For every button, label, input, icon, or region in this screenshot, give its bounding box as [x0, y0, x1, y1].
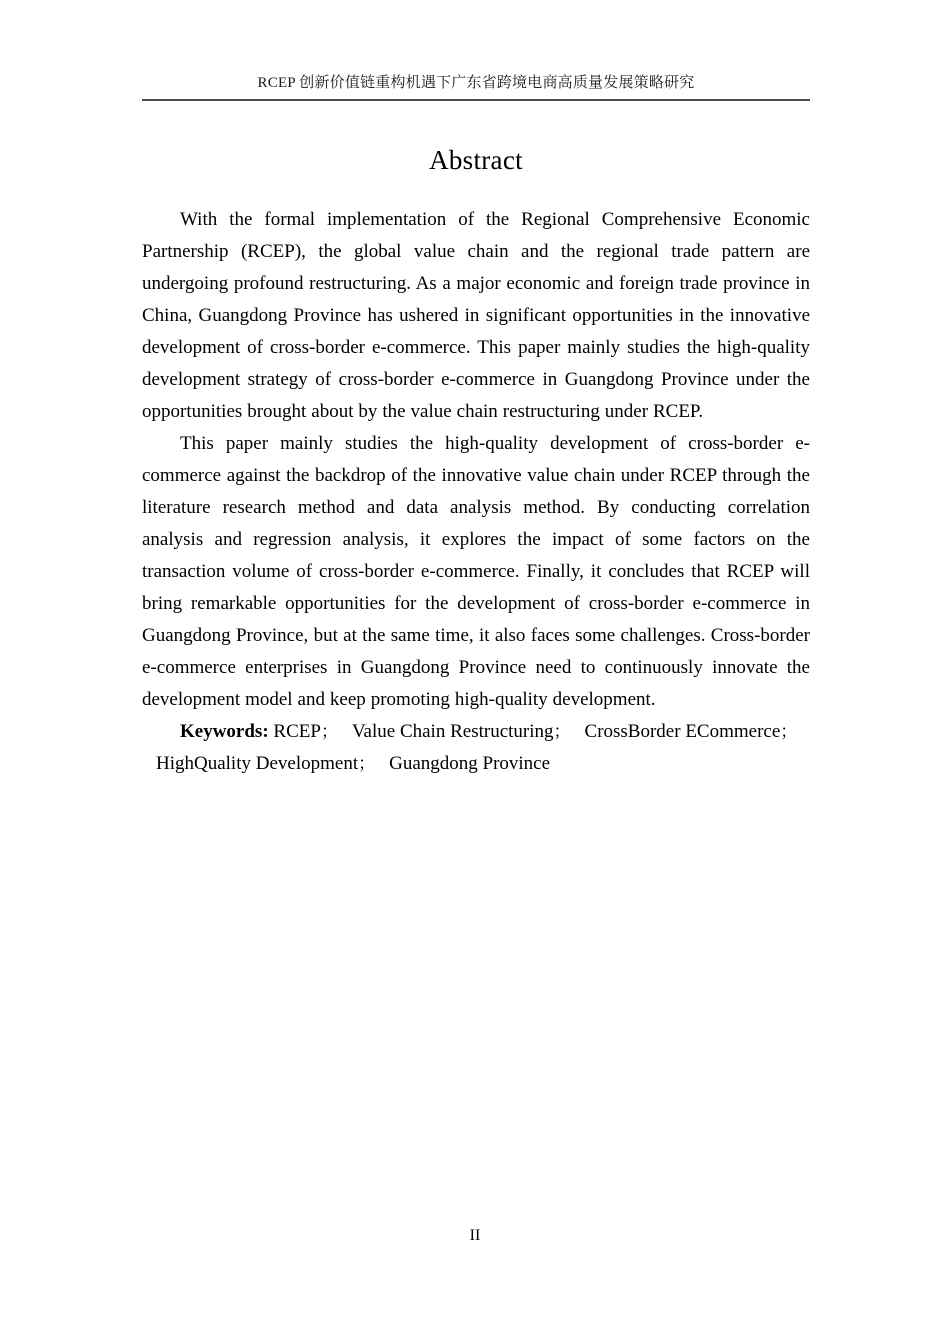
abstract-paragraph-2: This paper mainly studies the high-quality development of cross-border e-commerce against the backdrop of the innovative value chain under RCEP through the literature research method and data analysis method. By conducting correlation analysis and regression analysis, it explores the impact of some factors on the transaction volume of cross-border e-commerce. Finally, it concludes that RCEP will bring remarkable opportunities for the development of cross-border e-commerce in Guangdong Province, but at the same time, it also faces some challenges. Cross-border e-commerce enterprises in Guangdong Province need to continuously innovate the development model and keep promoting high-quality development. — [142, 433, 810, 710]
abstract-paragraph-1: With the formal implementation of the Regional Comprehensive Economic Partnership (RCEP), the global value chain and the regional trade pattern are undergoing profound restructuring. As a major economic and foreign trade province in China, Guangdong Province has ushered in significant opportunities in the innovative development of cross-border e-commerce. This paper mainly studies the high-quality development strategy of cross-border e-commerce in Guangdong Province under the opportunities brought about by the value chain restructuring under RCEP. — [142, 209, 810, 422]
keyword-separator: ； — [553, 722, 571, 742]
page-title: Abstract — [429, 145, 523, 175]
keyword-separator: ； — [780, 722, 798, 742]
running-header — [142, 72, 810, 94]
keywords-line — [142, 716, 810, 780]
running-header-title: RCEP 创新价值链重构机遇下广东省跨境电商高质量发展策略研究 — [257, 75, 695, 91]
document-content — [142, 140, 810, 780]
header-divider-rule — [142, 99, 810, 101]
page-number: II — [469, 1227, 481, 1244]
keyword-separator: ； — [358, 754, 376, 774]
keyword-term: HighQuality Development — [156, 753, 359, 774]
keywords-label: Keywords: — [180, 721, 269, 742]
keyword-term: Value Chain Restructuring — [351, 721, 554, 742]
keyword-separator: ； — [320, 722, 338, 742]
keyword-term: RCEP — [273, 721, 321, 742]
keyword-term: Guangdong Province — [389, 753, 551, 774]
keyword-term: CrossBorder ECommerce — [584, 721, 781, 742]
